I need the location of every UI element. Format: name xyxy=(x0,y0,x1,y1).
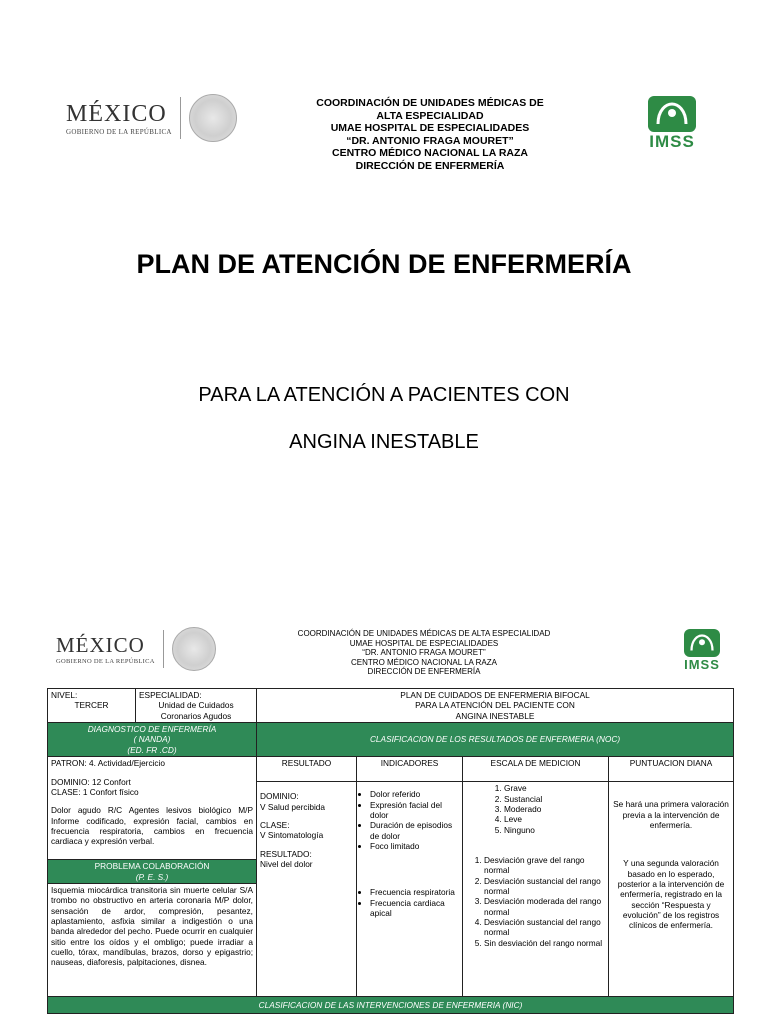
nivel-value: TERCER xyxy=(74,700,109,711)
col-header-puntuacion: PUNTUACION DIANA xyxy=(609,757,734,782)
imss-emblem-icon xyxy=(684,629,720,657)
mexico-subtitle: GOBIERNO DE LA REPÚBLICA xyxy=(66,127,172,136)
coord-line: CENTRO MÉDICO NACIONAL LA RAZA xyxy=(332,147,528,160)
mexico-wordmark: MÉXICO xyxy=(66,100,167,127)
subtitle-line-2: ANGINA INESTABLE xyxy=(289,431,479,453)
care-plan-table xyxy=(47,688,734,1014)
coord-line: DIRECCIÓN DE ENFERMERÍA xyxy=(367,667,481,677)
coord-line: “DR. ANTONIO FRAGA MOURET” xyxy=(362,648,486,658)
mexico-wordmark: MÉXICO xyxy=(56,633,145,657)
especialidad-cell xyxy=(136,689,257,723)
dominio-text: DOMINIO: 12 Confort xyxy=(51,776,131,787)
col-header-escala: ESCALA DE MEDICION xyxy=(463,757,609,782)
puntuacion-text-a: Se hará una primera valoración previa a la intervención de enfermería. xyxy=(613,799,729,830)
plan-title-cell xyxy=(257,689,734,723)
problema-header-line: (P. E. S.) xyxy=(135,871,169,882)
coord-line: “DR. ANTONIO FRAGA MOURET” xyxy=(346,134,514,147)
nic-header: CLASIFICACION DE LAS INTERVENCIONES DE ENFERMERIA (NIC) xyxy=(48,996,734,1013)
mexico-subtitle: GOBIERNO DE LA REPÚBLICA xyxy=(56,658,155,665)
escala-list-b xyxy=(466,855,605,948)
list-item: 5. Ninguno xyxy=(504,825,605,835)
list-item: • Dolor referido xyxy=(370,789,459,799)
plan-title-line: ANGINA INESTABLE xyxy=(455,710,535,721)
resultado-clase-label: CLASE: xyxy=(260,819,290,830)
subtitle-line-1: PARA LA ATENCIÓN A PACIENTES CON xyxy=(198,384,570,406)
list-item: 3. Moderado xyxy=(504,804,605,814)
col-header-resultado: RESULTADO xyxy=(257,757,357,782)
imss-wordmark: IMSS xyxy=(649,132,695,151)
diag-header-line: DIAGNOSTICO DE ENFERMERÍA xyxy=(87,724,217,735)
resultado-dominio-value: V Salud percibida xyxy=(260,801,326,812)
coord-line: DIRECCIÓN DE ENFERMERÍA xyxy=(355,159,505,172)
problema-header xyxy=(48,860,257,884)
list-item: 5. Sin desviación del rango normal xyxy=(484,938,605,948)
indicadores-list-a xyxy=(360,789,459,851)
especialidad-label: ESPECIALIDAD: xyxy=(139,690,202,700)
list-item: 2. Desviación sustancial del rango normal xyxy=(484,876,605,897)
resultado-dominio-label: DOMINIO: xyxy=(260,791,299,802)
puntuacion-text-b: Y una segunda valoración basado en lo esperado, posterior a la intervención de enfermería, registrado en la sección “Respuesta y evolución” de los registros clínicos de enfermería. xyxy=(617,858,725,931)
institution-header xyxy=(280,97,580,173)
list-item: • Frecuencia respiratoria xyxy=(370,887,459,897)
list-item: 3. Desviación moderada del rango normal xyxy=(484,896,605,917)
list-item: • Frecuencia cardiaca apical xyxy=(370,898,459,919)
nivel-cell xyxy=(48,689,136,723)
list-item: 4. Desviación sustancial del rango normal xyxy=(484,917,605,938)
diagnostico-cell xyxy=(48,757,257,860)
diagnostico-header xyxy=(48,723,257,757)
plan-title-line: PARA LA ATENCIÓN DEL PACIENTE CON xyxy=(415,700,575,711)
diag-header-line: ( NANDA) xyxy=(133,734,171,745)
col-header-indicadores: INDICADORES xyxy=(357,757,463,782)
especialidad-value: Coronarios Agudos xyxy=(160,710,232,721)
resultado-clase-value: V Sintomatología xyxy=(260,830,324,841)
coord-line: ALTA ESPECIALIDAD xyxy=(376,109,484,122)
nivel-label: NIVEL: xyxy=(51,690,78,700)
institution-header-small xyxy=(290,629,558,677)
puntuacion-cell xyxy=(609,782,734,997)
resultado-label: RESULTADO: xyxy=(260,848,312,859)
logo-divider xyxy=(163,630,164,668)
logo-divider xyxy=(180,97,181,139)
indicadores-list-b xyxy=(360,887,459,918)
mexico-government-logo xyxy=(66,94,237,142)
list-item: • Duración de episodios de dolor xyxy=(370,820,459,841)
list-item: 1. Desviación grave del rango normal xyxy=(484,855,605,876)
coord-line: UMAE HOSPITAL DE ESPECIALIDADES xyxy=(349,638,499,648)
list-item: 4. Leve xyxy=(504,814,605,824)
escala-list-a xyxy=(466,783,605,835)
imss-logo xyxy=(643,96,701,152)
national-seal-icon xyxy=(189,94,237,142)
diagnostico-text: Dolor agudo R/C Agentes lesivos biológico M/P Informe codificado, expresión facial, cambios en frecuencia respiratoria, cambios en frecuencia cardiaca y expresión verbal. xyxy=(51,805,253,847)
diag-header-line: (ED. FR .CD) xyxy=(127,744,177,755)
imss-logo-small xyxy=(680,629,724,672)
plan-title-line: PLAN DE CUIDADOS DE ENFERMERIA BIFOCAL xyxy=(400,690,590,700)
list-item: • Expresión facial del dolor xyxy=(370,800,459,821)
resultado-value: Nivel del dolor xyxy=(260,858,313,869)
patron-text: PATRON: 4. Actividad/Ejercicio xyxy=(51,758,166,769)
imss-emblem-icon xyxy=(648,96,696,132)
list-item: 2. Sustancial xyxy=(504,794,605,804)
coord-line: UMAE HOSPITAL DE ESPECIALIDADES xyxy=(330,122,530,135)
national-seal-icon xyxy=(172,627,216,671)
escala-cell xyxy=(463,782,609,997)
imss-wordmark: IMSS xyxy=(684,657,720,672)
coord-line: COORDINACIÓN DE UNIDADES MÉDICAS DE ALTA ESPECIALIDAD xyxy=(297,629,551,638)
list-item: 1. Grave xyxy=(504,783,605,793)
resultado-cell xyxy=(257,782,357,997)
coord-line: COORDINACIÓN DE UNIDADES MÉDICAS DE xyxy=(316,97,544,109)
indicadores-cell xyxy=(357,782,463,997)
especialidad-value: Unidad de Cuidados xyxy=(158,700,234,711)
coord-line: CENTRO MÉDICO NACIONAL LA RAZA xyxy=(351,657,497,667)
page-title: PLAN DE ATENCIÓN DE ENFERMERÍA xyxy=(136,249,632,279)
mexico-government-logo-small xyxy=(56,627,216,671)
list-item: • Foco limitado xyxy=(370,841,459,851)
problema-header-line: PROBLEMA COLABORACIÓN xyxy=(94,861,210,872)
problema-cell: Isquemia miocárdica transitoria sin muerte celular S/A trombo no obstructivo en arteria coronaria M/P dolor, sensación de ardor, compresión, pesantez, aplastamiento, asfixia similar a indigestión o una banda alrededor del pecho. Puede ocurrir en cualquier sitio entre los oídos y el ombligo; puede irradiar a cuello, tórax, mandíbulas, brazos, dorso y epigastrio; nauseas, diaforesis, palpitaciones, disnea. xyxy=(48,883,257,996)
noc-header: CLASIFICACION DE LOS RESULTADOS DE ENFERMERIA (NOC) xyxy=(257,723,734,757)
clase-text: CLASE: 1 Confort físico xyxy=(51,786,139,797)
